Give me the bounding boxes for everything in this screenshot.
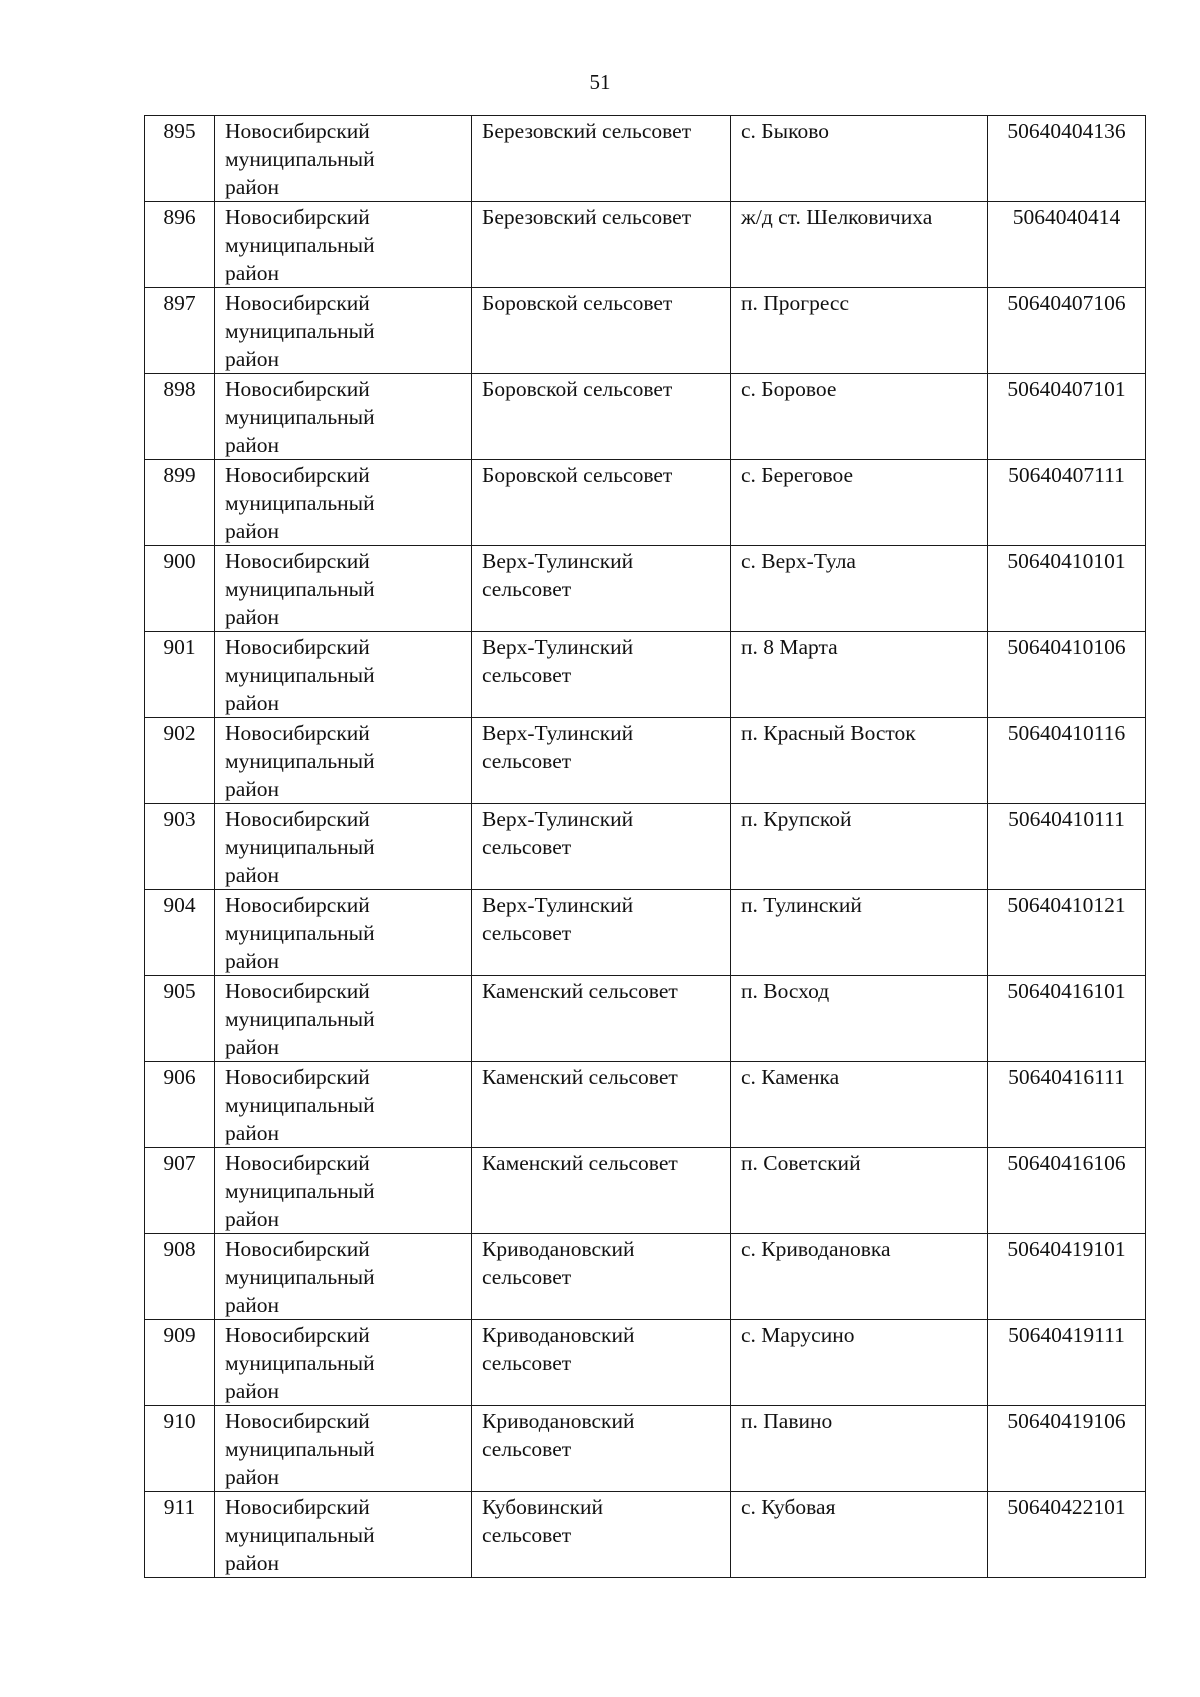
row-number: 905 — [163, 979, 196, 1003]
code-cell — [988, 1406, 1146, 1492]
code-cell — [988, 1320, 1146, 1406]
code-cell — [988, 546, 1146, 632]
table-row — [145, 288, 1146, 374]
council-line: Криводановский — [482, 1323, 635, 1347]
oktmo-code: 50640416101 — [1007, 979, 1126, 1003]
district-line: муниципальный — [225, 1523, 375, 1547]
code-cell — [988, 288, 1146, 374]
district-cell — [215, 632, 472, 718]
council-cell — [472, 546, 731, 632]
district-line: Новосибирский — [225, 979, 370, 1003]
council-cell — [472, 890, 731, 976]
locality-cell — [731, 890, 988, 976]
locality-name: с. Быково — [741, 119, 829, 143]
code-cell — [988, 1234, 1146, 1320]
row-number: 909 — [163, 1323, 196, 1347]
table-row — [145, 1234, 1146, 1320]
district-line: Новосибирский — [225, 635, 370, 659]
district-line: район — [225, 1035, 280, 1059]
locality-name: п. 8 Марта — [741, 635, 838, 659]
table-row — [145, 202, 1146, 288]
oktmo-code: 50640422101 — [1007, 1495, 1126, 1519]
code-cell — [988, 976, 1146, 1062]
district-line: район — [225, 175, 280, 199]
district-line: Новосибирский — [225, 291, 370, 315]
district-line: муниципальный — [225, 491, 375, 515]
row-number: 908 — [163, 1237, 196, 1261]
locality-cell — [731, 116, 988, 202]
row-number-cell — [145, 1492, 215, 1578]
district-line: район — [225, 605, 280, 629]
locality-name: с. Марусино — [741, 1323, 855, 1347]
row-number: 907 — [163, 1151, 196, 1175]
district-line: Новосибирский — [225, 1151, 370, 1175]
district-cell — [215, 374, 472, 460]
code-cell — [988, 202, 1146, 288]
table-row — [145, 374, 1146, 460]
row-number: 902 — [163, 721, 196, 745]
oktmo-code: 5064040414 — [1012, 205, 1121, 229]
locality-cell — [731, 1062, 988, 1148]
oktmo-code: 50640410111 — [1008, 807, 1125, 831]
council-cell — [472, 202, 731, 288]
locality-cell — [731, 1148, 988, 1234]
table-row — [145, 1320, 1146, 1406]
district-line: район — [225, 1207, 280, 1231]
code-cell — [988, 890, 1146, 976]
council-cell — [472, 632, 731, 718]
district-cell — [215, 804, 472, 890]
table-row — [145, 1148, 1146, 1234]
council-cell — [472, 1406, 731, 1492]
row-number: 911 — [163, 1495, 196, 1519]
district-cell — [215, 1234, 472, 1320]
district-line: Новосибирский — [225, 893, 370, 917]
table-row — [145, 718, 1146, 804]
district-cell — [215, 1406, 472, 1492]
locality-name: п. Советский — [741, 1151, 861, 1175]
code-cell — [988, 116, 1146, 202]
council-line: Березовский сельсовет — [482, 119, 692, 143]
council-cell — [472, 374, 731, 460]
district-cell — [215, 460, 472, 546]
district-line: муниципальный — [225, 749, 375, 773]
council-line: Верх-Тулинский — [482, 635, 634, 659]
district-line: Новосибирский — [225, 549, 370, 573]
district-line: Новосибирский — [225, 807, 370, 831]
oktmo-code: 50640410116 — [1007, 721, 1126, 745]
council-line: Боровской сельсовет — [482, 291, 673, 315]
locality-name: п. Крупской — [741, 807, 852, 831]
district-line: район — [225, 863, 280, 887]
district-line: район — [225, 261, 280, 285]
district-line: муниципальный — [225, 1265, 375, 1289]
code-cell — [988, 1492, 1146, 1578]
row-number-cell — [145, 460, 215, 546]
locality-cell — [731, 1234, 988, 1320]
locality-cell — [731, 1492, 988, 1578]
district-line: муниципальный — [225, 577, 375, 601]
row-number: 900 — [163, 549, 196, 573]
row-number-cell — [145, 976, 215, 1062]
locality-cell — [731, 632, 988, 718]
district-line: муниципальный — [225, 405, 375, 429]
council-line: сельсовет — [482, 1351, 572, 1375]
council-line: Каменский сельсовет — [482, 1065, 678, 1089]
table-row — [145, 116, 1146, 202]
locality-cell — [731, 1406, 988, 1492]
row-number-cell — [145, 202, 215, 288]
district-cell — [215, 288, 472, 374]
row-number-cell — [145, 1320, 215, 1406]
oktmo-code: 50640410101 — [1007, 549, 1126, 573]
council-line: Верх-Тулинский — [482, 893, 634, 917]
locality-name: с. Кубовая — [741, 1495, 836, 1519]
oktmo-code: 50640407111 — [1008, 463, 1125, 487]
table-row — [145, 632, 1146, 718]
locality-name: ж/д ст. Шелковичиха — [741, 205, 933, 229]
table-body — [145, 116, 1146, 1578]
row-number-cell — [145, 1234, 215, 1320]
oktmo-code: 50640410121 — [1007, 893, 1126, 917]
district-line: муниципальный — [225, 835, 375, 859]
district-cell — [215, 546, 472, 632]
row-number-cell — [145, 890, 215, 976]
code-cell — [988, 460, 1146, 546]
district-line: район — [225, 433, 280, 457]
council-cell — [472, 1062, 731, 1148]
row-number: 897 — [163, 291, 196, 315]
row-number: 910 — [163, 1409, 196, 1433]
district-line: Новосибирский — [225, 205, 370, 229]
row-number-cell — [145, 374, 215, 460]
district-line: район — [225, 691, 280, 715]
locality-cell — [731, 804, 988, 890]
district-line: район — [225, 777, 280, 801]
row-number: 901 — [163, 635, 196, 659]
locality-name: с. Каменка — [741, 1065, 840, 1089]
district-cell — [215, 1062, 472, 1148]
code-cell — [988, 804, 1146, 890]
locality-cell — [731, 460, 988, 546]
district-line: район — [225, 1121, 280, 1145]
district-line: район — [225, 1293, 280, 1317]
council-line: Кубовинский — [482, 1495, 604, 1519]
locality-name: п. Красный Восток — [741, 721, 916, 745]
district-line: район — [225, 949, 280, 973]
row-number: 895 — [163, 119, 196, 143]
oktmo-code: 50640404136 — [1007, 119, 1126, 143]
locality-cell — [731, 976, 988, 1062]
oktmo-code: 50640419111 — [1008, 1323, 1125, 1347]
row-number-cell — [145, 804, 215, 890]
row-number: 899 — [163, 463, 196, 487]
council-cell — [472, 718, 731, 804]
locality-name: п. Тулинский — [741, 893, 862, 917]
locality-cell — [731, 718, 988, 804]
district-line: муниципальный — [225, 921, 375, 945]
district-cell — [215, 202, 472, 288]
council-line: Каменский сельсовет — [482, 1151, 678, 1175]
council-cell — [472, 1148, 731, 1234]
locality-name: с. Боровое — [741, 377, 837, 401]
council-cell — [472, 1492, 731, 1578]
council-line: Березовский сельсовет — [482, 205, 692, 229]
locality-name: п. Прогресс — [741, 291, 850, 315]
district-line: Новосибирский — [225, 1495, 370, 1519]
council-line: Каменский сельсовет — [482, 979, 678, 1003]
district-line: муниципальный — [225, 233, 375, 257]
row-number-cell — [145, 288, 215, 374]
council-line: сельсовет — [482, 835, 572, 859]
council-cell — [472, 1234, 731, 1320]
table-row — [145, 976, 1146, 1062]
district-cell — [215, 1148, 472, 1234]
code-cell — [988, 632, 1146, 718]
district-line: муниципальный — [225, 147, 375, 171]
district-line: Новосибирский — [225, 1409, 370, 1433]
locality-cell — [731, 1320, 988, 1406]
council-line: сельсовет — [482, 577, 572, 601]
council-line: Криводановский — [482, 1409, 635, 1433]
council-line: сельсовет — [482, 749, 572, 773]
council-line: Криводановский — [482, 1237, 635, 1261]
table-row — [145, 804, 1146, 890]
council-line: сельсовет — [482, 663, 572, 687]
district-line: муниципальный — [225, 663, 375, 687]
table-row — [145, 546, 1146, 632]
oktmo-code: 50640416111 — [1008, 1065, 1125, 1089]
council-line: Верх-Тулинский — [482, 549, 634, 573]
district-line: муниципальный — [225, 1007, 375, 1031]
district-line: район — [225, 1379, 280, 1403]
district-line: район — [225, 519, 280, 543]
council-line: сельсовет — [482, 1523, 572, 1547]
locality-cell — [731, 546, 988, 632]
locality-name: п. Павино — [741, 1409, 833, 1433]
row-number-cell — [145, 1148, 215, 1234]
council-line: Боровской сельсовет — [482, 463, 673, 487]
district-cell — [215, 976, 472, 1062]
district-line: район — [225, 347, 280, 371]
code-cell — [988, 718, 1146, 804]
district-line: муниципальный — [225, 1351, 375, 1375]
row-number-cell — [145, 1406, 215, 1492]
row-number-cell — [145, 1062, 215, 1148]
row-number-cell — [145, 718, 215, 804]
district-line: Новосибирский — [225, 377, 370, 401]
locality-name: с. Береговое — [741, 463, 854, 487]
locality-cell — [731, 374, 988, 460]
district-cell — [215, 1492, 472, 1578]
oktmo-code: 50640410106 — [1007, 635, 1126, 659]
locality-name: с. Криводановка — [741, 1237, 891, 1261]
council-cell — [472, 804, 731, 890]
oktmo-code: 50640407101 — [1007, 377, 1126, 401]
district-line: муниципальный — [225, 319, 375, 343]
table-row — [145, 1062, 1146, 1148]
council-cell — [472, 116, 731, 202]
council-cell — [472, 1320, 731, 1406]
district-line: муниципальный — [225, 1093, 375, 1117]
district-cell — [215, 718, 472, 804]
table-row — [145, 890, 1146, 976]
page-number: 51 — [589, 70, 611, 94]
district-line: район — [225, 1551, 280, 1575]
district-cell — [215, 1320, 472, 1406]
council-line: Верх-Тулинский — [482, 721, 634, 745]
table-row — [145, 1492, 1146, 1578]
settlements-table — [144, 115, 1146, 1578]
council-cell — [472, 460, 731, 546]
code-cell — [988, 1062, 1146, 1148]
locality-cell — [731, 288, 988, 374]
council-cell — [472, 976, 731, 1062]
district-line: Новосибирский — [225, 119, 370, 143]
oktmo-code: 50640419101 — [1007, 1237, 1126, 1261]
code-cell — [988, 1148, 1146, 1234]
district-cell — [215, 890, 472, 976]
locality-name: с. Верх-Тула — [741, 549, 856, 573]
district-line: Новосибирский — [225, 721, 370, 745]
district-line: Новосибирский — [225, 1237, 370, 1261]
council-cell — [472, 288, 731, 374]
district-line: район — [225, 1465, 280, 1489]
oktmo-code: 50640407106 — [1007, 291, 1126, 315]
district-line: Новосибирский — [225, 1065, 370, 1089]
locality-cell — [731, 202, 988, 288]
row-number-cell — [145, 546, 215, 632]
row-number: 904 — [163, 893, 196, 917]
locality-name: п. Восход — [741, 979, 830, 1003]
row-number: 903 — [163, 807, 196, 831]
district-cell — [215, 116, 472, 202]
council-line: сельсовет — [482, 921, 572, 945]
council-line: Боровской сельсовет — [482, 377, 673, 401]
row-number: 896 — [163, 205, 196, 229]
district-line: муниципальный — [225, 1437, 375, 1461]
council-line: сельсовет — [482, 1437, 572, 1461]
district-line: Новосибирский — [225, 463, 370, 487]
row-number-cell — [145, 116, 215, 202]
row-number: 898 — [163, 377, 196, 401]
council-line: сельсовет — [482, 1265, 572, 1289]
row-number: 906 — [163, 1065, 196, 1089]
council-line: Верх-Тулинский — [482, 807, 634, 831]
oktmo-code: 50640419106 — [1007, 1409, 1126, 1433]
table-row — [145, 460, 1146, 546]
district-line: Новосибирский — [225, 1323, 370, 1347]
code-cell — [988, 374, 1146, 460]
district-line: муниципальный — [225, 1179, 375, 1203]
row-number-cell — [145, 632, 215, 718]
table-row — [145, 1406, 1146, 1492]
oktmo-code: 50640416106 — [1007, 1151, 1126, 1175]
